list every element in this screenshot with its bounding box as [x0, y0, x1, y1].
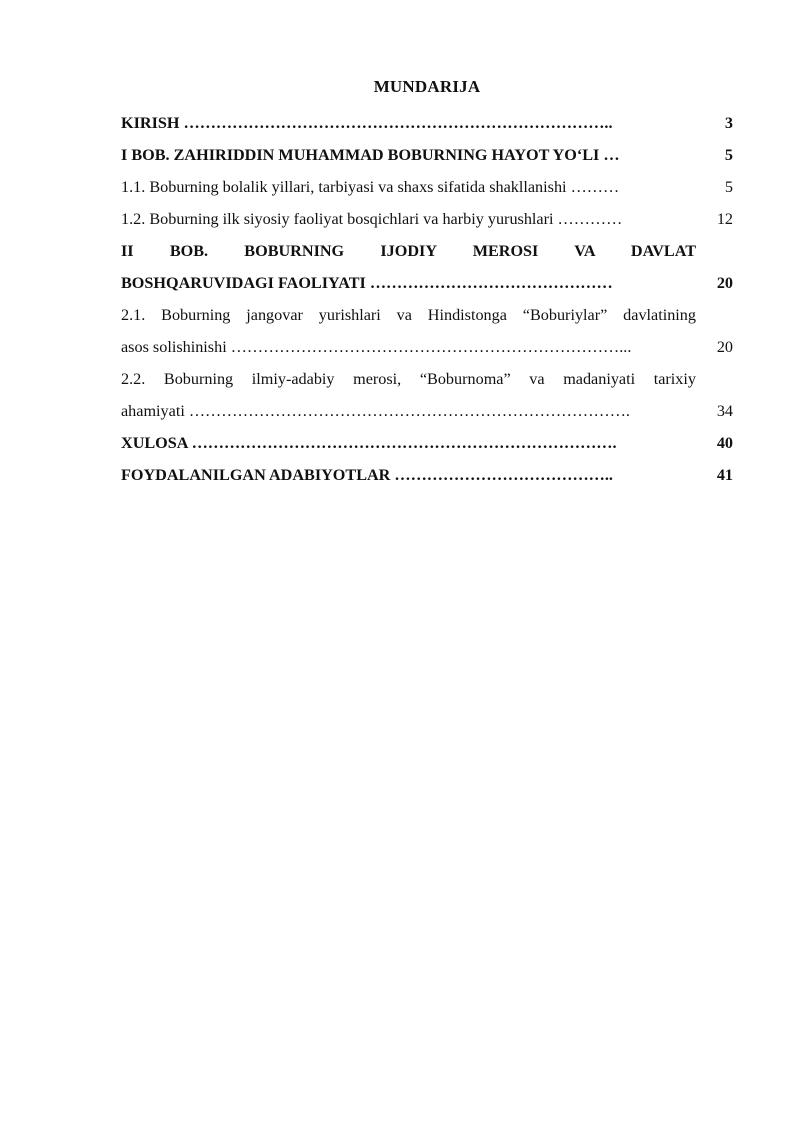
- toc-entry-page-number: 5: [724, 146, 733, 164]
- toc-entry-label: 1.1. Boburning bolalik yillari, tarbiyasi va shaxs sifatida shakllanishi ………: [121, 178, 620, 196]
- toc-entry-label-line-1: 2.1. Boburning jangovar yurishlari va Hindistonga “Boburiylar” davlatining: [121, 306, 696, 324]
- toc-entry-label-line-2: ahamiyati ……………………………………………………………………….: [121, 402, 630, 420]
- toc-entry-label: KIRISH ……………………………………………………………………..: [121, 114, 613, 132]
- document-page: [121, 77, 733, 491]
- table-of-contents: [121, 107, 733, 491]
- toc-entry-label-line-2: BOSHQARUVIDAGI FAOLIYATI ………………………………………: [121, 274, 613, 292]
- toc-entry-chapter-2: [121, 235, 733, 299]
- toc-entry-label-line-1: II BOB. BOBURNING IJODIY MEROSI VA DAVLAT: [121, 242, 696, 260]
- page-title: MUNDARIJA: [373, 77, 481, 96]
- toc-entry-label: [121, 299, 696, 363]
- toc-entry-label-line-2: asos solishinishi ………………………………………………………………...: [121, 338, 632, 356]
- toc-entry-label-line-1: 2.2. Boburning ilmiy-adabiy merosi, “Boburnoma” va madaniyati tarixiy: [121, 370, 696, 388]
- toc-entry-references: [121, 459, 733, 491]
- toc-entry-label: I BOB. ZAHIRIDDIN MUHAMMAD BOBURNING HAYOT YO‘LI …: [121, 146, 620, 164]
- toc-entry-page-number: 34: [716, 402, 733, 420]
- toc-entry-conclusion: [121, 427, 733, 459]
- toc-entry-page-number: 41: [716, 466, 733, 484]
- toc-entry-section-2-2: [121, 363, 733, 427]
- toc-entry-page-number: 20: [716, 274, 733, 292]
- toc-entry-page-number: 3: [724, 114, 733, 132]
- toc-entry-label: FOYDALANILGAN ADABIYOTLAR …………………………………..: [121, 466, 613, 484]
- toc-entry-label: 1.2. Boburning ilk siyosiy faoliyat bosqichlari va harbiy yurushlari …………: [121, 210, 623, 228]
- toc-entry-section-1-2: [121, 203, 733, 235]
- toc-entry-chapter-1: [121, 139, 733, 171]
- toc-entry-page-number: 20: [716, 338, 733, 356]
- toc-entry-page-number: 40: [716, 434, 733, 452]
- toc-entry-section-2-1: [121, 299, 733, 363]
- toc-entry-introduction: [121, 107, 733, 139]
- toc-entry-page-number: 5: [724, 178, 733, 196]
- toc-entry-label: XULOSA …………………………………………………………………….: [121, 434, 617, 452]
- toc-entry-label: [121, 363, 696, 427]
- toc-entry-section-1-1: [121, 171, 733, 203]
- toc-entry-label: [121, 235, 696, 299]
- toc-entry-page-number: 12: [716, 210, 733, 228]
